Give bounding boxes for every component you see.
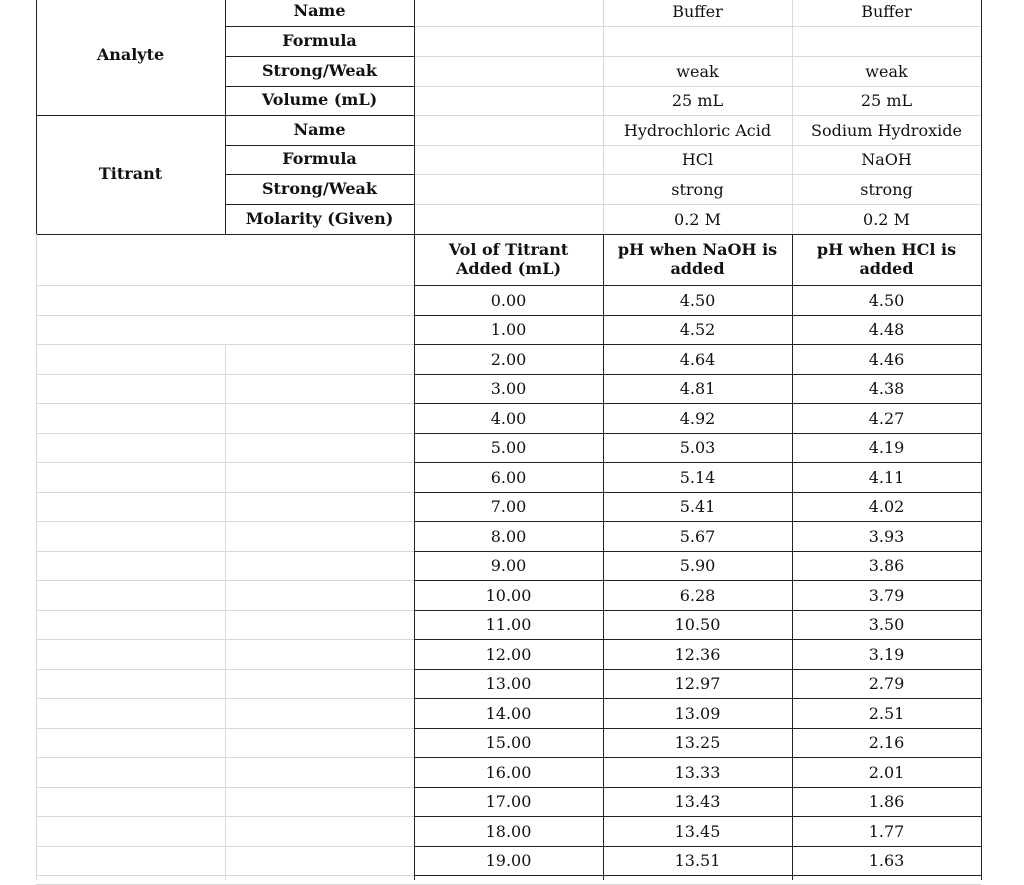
data-cell: 4.48 (868, 320, 905, 340)
data-cell: 3.79 (868, 585, 905, 605)
titrant-field-label: Strong/Weak (261, 178, 377, 198)
data-cell: 6.00 (490, 467, 527, 487)
analyte-value-col2: weak (865, 61, 908, 81)
data-column-header: pH when NaOH is added (617, 240, 778, 278)
data-cell: 5.14 (679, 467, 716, 487)
grid-line (414, 234, 415, 880)
data-cell: 4.64 (679, 349, 716, 369)
data-column-header: Vol of Titrant Added (mL) (448, 240, 569, 278)
data-cell: 5.00 (490, 438, 527, 458)
data-cell: 16.00 (485, 762, 532, 782)
data-cell: 2.51 (868, 703, 905, 723)
data-cell: 4.50 (679, 290, 716, 310)
data-cell: 17.00 (485, 792, 532, 812)
grid-line (792, 234, 793, 880)
grid-line (225, 115, 226, 234)
data-cell: 4.11 (868, 467, 905, 487)
data-cell: 2.16 (868, 733, 905, 753)
data-cell: 1.00 (490, 320, 527, 340)
data-cell: 13.43 (674, 792, 721, 812)
data-cell: 5.41 (679, 497, 716, 517)
data-cell: 13.25 (674, 733, 721, 753)
data-column-header: pH when HCl is added (816, 240, 957, 278)
grid-line (36, 0, 37, 115)
data-cell: 4.52 (679, 320, 716, 340)
titrant-field-label: Molarity (Given) (245, 208, 394, 228)
titrant-value-col1: Hydrochloric Acid (623, 120, 772, 140)
grid-line (36, 285, 414, 286)
titrant-value-col2: Sodium Hydroxide (811, 120, 962, 140)
data-cell: 10.50 (674, 615, 721, 635)
data-cell: 4.00 (490, 408, 527, 428)
data-cell: 10.00 (485, 585, 532, 605)
data-cell: 5.67 (679, 526, 716, 546)
data-cell: 5.03 (679, 438, 716, 458)
grid-line (414, 875, 981, 876)
data-cell: 4.92 (679, 408, 716, 428)
titrant-field-label: Name (293, 119, 346, 139)
titrant-value-col2: NaOH (861, 150, 912, 170)
grid-line (603, 234, 604, 880)
analyte-value-col2: 25 mL (860, 91, 913, 111)
analyte-value-col2 (792, 27, 981, 57)
data-cell: 3.19 (868, 644, 905, 664)
grid-line (225, 344, 226, 880)
analyte-value-col2: Buffer (861, 1, 912, 21)
analyte-value-col1 (603, 27, 792, 57)
data-cell: 4.50 (868, 290, 905, 310)
analyte-value-col1: weak (676, 61, 719, 81)
analyte-value-col1: 25 mL (671, 91, 724, 111)
data-cell: 4.27 (868, 408, 905, 428)
data-cell: 13.00 (485, 674, 532, 694)
data-cell: 3.50 (868, 615, 905, 635)
data-cell: 1.86 (868, 792, 905, 812)
titrant-field-label: Formula (282, 149, 357, 169)
data-cell: 2.79 (868, 674, 905, 694)
data-cell: 18.00 (485, 821, 532, 841)
titrant-value-col2: 0.2 M (863, 209, 910, 229)
grid-line (414, 0, 415, 234)
analyte-field-label: Name (293, 0, 346, 20)
data-cell: 2.01 (868, 762, 905, 782)
data-cell: 12.36 (674, 644, 721, 664)
titrant-value-col2: strong (860, 179, 913, 199)
data-cell: 13.51 (674, 851, 721, 871)
analyte-field-label: Strong/Weak (261, 60, 377, 80)
data-cell: 3.86 (868, 556, 905, 576)
data-cell: 15.00 (485, 733, 532, 753)
data-cell: 4.19 (868, 438, 905, 458)
data-cell: 4.38 (868, 379, 905, 399)
grid-line (225, 0, 226, 115)
data-cell: 4.81 (679, 379, 716, 399)
titrant-value-col1: strong (671, 179, 724, 199)
titrant-value-col1: HCl (681, 150, 714, 170)
data-cell: 4.46 (868, 349, 905, 369)
analyte-field-label: Formula (282, 30, 357, 50)
data-cell: 12.97 (674, 674, 721, 694)
data-cell: 13.45 (674, 821, 721, 841)
analyte-field-label: Volume (mL) (261, 90, 378, 110)
data-cell: 12.00 (485, 644, 532, 664)
analyte-section-label: Analyte (96, 45, 165, 65)
data-cell: 7.00 (490, 497, 527, 517)
grid-line (981, 234, 982, 880)
data-cell: 11.00 (485, 615, 532, 635)
data-cell: 4.02 (868, 497, 905, 517)
data-cell: 8.00 (490, 526, 527, 546)
data-cell: 2.00 (490, 349, 527, 369)
grid-line (981, 0, 982, 234)
titrant-value-col1: 0.2 M (674, 209, 721, 229)
data-cell: 13.33 (674, 762, 721, 782)
grid-line (36, 234, 37, 880)
data-cell: 0.00 (490, 290, 527, 310)
data-cell: 13.09 (674, 703, 721, 723)
data-cell: 3.93 (868, 526, 905, 546)
data-cell: 14.00 (485, 703, 532, 723)
analyte-value-col1: Buffer (672, 1, 723, 21)
grid-line (36, 315, 414, 316)
data-cell: 3.00 (490, 379, 527, 399)
data-cell: 1.63 (868, 851, 905, 871)
data-cell: 9.00 (490, 556, 527, 576)
data-cell: 6.28 (679, 585, 716, 605)
grid-line (36, 115, 37, 234)
titrant-section-label: Titrant (98, 164, 163, 184)
data-cell: 19.00 (485, 851, 532, 871)
data-cell: 1.77 (868, 821, 905, 841)
data-cell: 5.90 (679, 556, 716, 576)
